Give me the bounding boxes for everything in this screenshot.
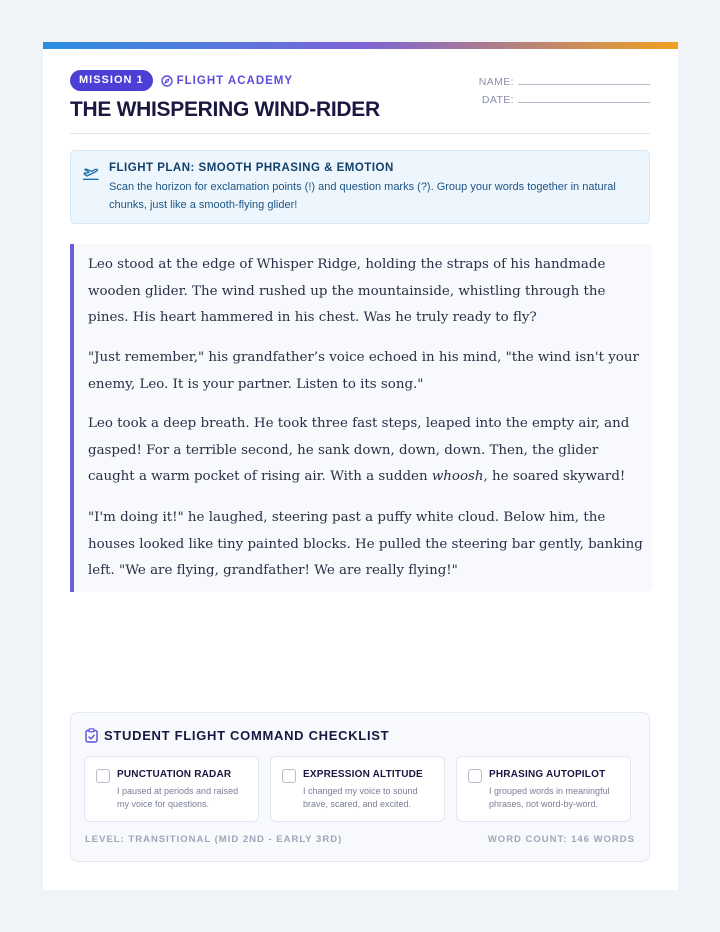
flight-plan-text: Scan the horizon for exclamation points (!) and question marks (?). Group your words together in natural chunks, just like a smooth-flying glider!	[109, 181, 616, 211]
checklist-item-title: PUNCTUATION RADAR	[117, 769, 232, 780]
checkbox[interactable]	[282, 769, 296, 783]
gradient-top-bar	[43, 42, 678, 49]
story-paragraph-3-end: , he soared skyward!	[483, 469, 626, 484]
checklist-item-text: I changed my voice to sound brave, scared, and excited.	[303, 786, 418, 809]
checkbox[interactable]	[468, 769, 482, 783]
date-field[interactable]	[475, 88, 650, 106]
checklist-title: STUDENT FLIGHT COMMAND CHECKLIST	[104, 728, 390, 743]
story-paragraph-3	[88, 411, 648, 491]
academy-text: FLIGHT ACADEMY	[176, 74, 294, 87]
story-emphasis-whoosh: whoosh	[431, 469, 484, 484]
worksheet-header	[70, 70, 650, 121]
checklist-item-text: I paused at periods and raised my voice for questions.	[117, 786, 239, 809]
header-divider	[70, 133, 650, 134]
story-paragraph-1: Leo stood at the edge of Whisper Ridge, holding the straps of his handmade wooden glider. The wind rushed up the mountainside, whistling through the pines. His heart hammered in his chest. Was he truly ready to fly?	[88, 257, 606, 325]
name-line-rule	[518, 84, 650, 85]
flight-plan-box	[70, 150, 650, 224]
name-label: NAME:	[478, 76, 514, 88]
checklist-item-title: PHRASING AUTOPILOT	[489, 769, 606, 780]
mission-badge: MISSION 1	[70, 70, 153, 91]
plane-takeoff-icon	[82, 165, 100, 181]
checklist-item-phrasing-autopilot[interactable]	[456, 756, 631, 822]
name-date-box	[475, 70, 650, 106]
academy-label	[161, 75, 293, 87]
checklist-item-punctuation-radar[interactable]	[84, 756, 259, 822]
story-passage	[70, 244, 652, 592]
worksheet-title: THE WHISPERING WIND-RIDER	[70, 98, 380, 121]
date-label: DATE:	[481, 94, 514, 106]
checklist-item-text: I grouped words in meaningful phrases, not word-by-word.	[489, 786, 610, 809]
checkbox[interactable]	[96, 769, 110, 783]
clipboard-check-icon	[85, 728, 98, 743]
checklist-item-title: EXPRESSION ALTITUDE	[303, 769, 423, 780]
word-count: WORD COUNT: 146 WORDS	[487, 834, 635, 845]
story-paragraph-4: "I'm doing it!" he laughed, steering past a puffy white cloud. Below him, the houses looked like tiny painted blocks. He pulled the steering bar gently, banking left. "We are flying, grandfather! We are really flying!"	[88, 510, 643, 578]
checklist-item-expression-altitude[interactable]	[270, 756, 445, 822]
checklist-cards	[84, 756, 631, 822]
worksheet-page	[43, 42, 678, 890]
checklist-header	[85, 728, 389, 743]
story-paragraph-3-start: Leo took a deep breath. He took three fast steps, leaped into the empty air, and gasped! For a terrible second, he sank down, down, down. Then, the glider caught a warm pocket of rising air. With a sudden	[88, 416, 630, 484]
flight-plan-title: FLIGHT PLAN: SMOOTH PHRASING & EMOTION	[109, 162, 394, 174]
reading-level: LEVEL: TRANSITIONAL (MID 2ND - EARLY 3RD)	[85, 834, 343, 845]
date-line-rule	[518, 102, 650, 103]
story-paragraph-2: "Just remember," his grandfather’s voice echoed in his mind, "the wind isn't your enemy, Leo. It is your partner. Listen to its song."	[88, 350, 639, 392]
name-field[interactable]	[475, 70, 650, 88]
flight-command-checklist	[70, 712, 650, 862]
compass-icon	[161, 75, 173, 87]
